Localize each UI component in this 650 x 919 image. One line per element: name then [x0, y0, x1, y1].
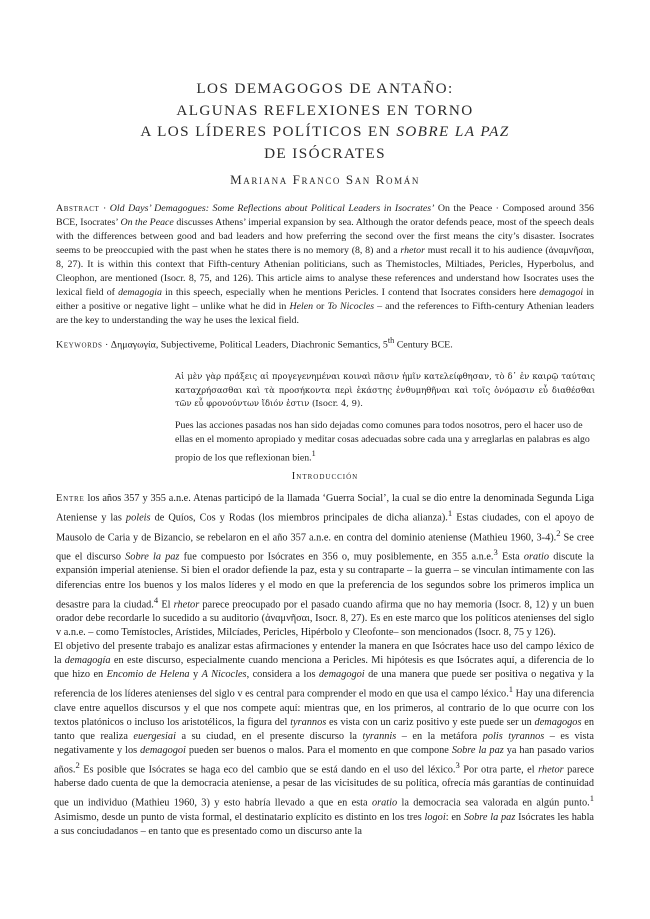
text: la democracia sea valorada en algún punto. [397, 797, 590, 809]
footnote-ref[interactable]: 2 [75, 759, 80, 770]
abstract-italic: Helen [289, 301, 314, 313]
article-title [0, 78, 650, 164]
text: Estas ciudades, con el apoyo de Mausolo de Caria y de Bizancio, se rebelaron en el año 357 a.n.e. en contra del dominio ateniense (Mathieu 1960, 3-4). [56, 512, 594, 543]
footnote-ref[interactable]: 3 [455, 759, 460, 770]
abstract-text: or [313, 301, 328, 313]
footnote-ref[interactable]: 1 [311, 448, 316, 458]
text: : en [445, 811, 464, 823]
text: Esta [497, 551, 524, 563]
italic-term: tyrannis [362, 730, 397, 742]
abstract-text: discusses Athens’ imperial expansion by sea. Although the orator defends peace, most of the speech deals with the differences between good and bad leaders and how preferring the second over the first means the city’s disaster. Isocrates seems to be preoccupied with the past when he states there is no memory (8, 8) and a [56, 217, 594, 257]
keywords-text: Δημαγωγία, Subjectiveme, Political Leaders, Diachronic Semantics, 5 [110, 339, 388, 351]
title-line-3-text: A LOS LÍDERES POLÍTICOS EN [140, 123, 397, 140]
text: El objetivo del presente trabajo es analizar estas afirmaciones y entender la manera en que Isócrates hace uso del campo léxico de la [54, 641, 594, 667]
text: parece preocupado por el pasado cuando afirma que no hay memoria (Isocr. 8, 12) y un buen orador debe recordarle lo sucedido a su auditorio (ἀναμνῆσαι, Isocr. 8, 27). Es en este marco que los políticos atenienses del siglo v a.n.e. – como Temístocles, Arístides, Milcíades, Pericles, Hipérbolo y Cleofonte– son mencionados (Isocr. 8, 75 y 126). [56, 598, 594, 639]
italic-term: poleis [125, 512, 151, 524]
abstract-text: – and the references to Fifth-century Athenian leaders are the key to understanding the way he uses the lexical field. [56, 301, 594, 327]
title-line-2: ALGUNAS REFLEXIONES EN TORNO [176, 101, 474, 119]
epigraph-translation [175, 419, 595, 465]
title-line-4: DE ISÓCRATES [264, 144, 386, 162]
text: Isócrates les habla a sus conciudadanos – en tanto que es presentado como un discurso ante la [54, 811, 595, 837]
epigraph [175, 370, 595, 465]
abstract-text: must recall it to his audience (ἀναμνῆσαι, 8, 27). It is within this context that Fifth-century Athenian politicians, such as Themistocles, Miltiades, Pericles, Hyperbolus, and Cleophon, are mentioned (Isocr. 8, 75, and 126). This article aims to analyse these references and understand how Isocrates uses the lexical field of [56, 245, 594, 299]
text: en este discurso, especialmente cuando menciona a Pericles. Mi hipótesis es que Isócrates aquí, a diferencia de lo que hizo en [54, 655, 594, 681]
text: a su ciudad, en el presente discurso la [175, 730, 363, 742]
abstract-english-title: Old Days’ Demagogues: Some Reflections about Political Leaders in Isocrates’ [109, 203, 435, 214]
text: parece haberse dado cuenta de que la democracia ateniense, a pesar de las vicisitudes de su política, ofrecía más garantías de continuidad que un individuo (Mathieu 1960, 3) y esto habría llevado a que en esta [54, 764, 594, 809]
text: – es vista negativamente y los [54, 730, 594, 756]
author-name: Mariana Franco San Román [230, 172, 420, 187]
italic-term: Sobre la paz [451, 744, 504, 756]
italic-term: demagogoi [140, 744, 186, 756]
footnote-ref[interactable]: 4 [153, 594, 159, 605]
epigraph-greek: Αἱ μὲν γὰρ πράξεις αἱ προγεγενημέναι κοιναὶ πᾶσιν ἡμῖν κατελείφθησαν, τὸ δ᾽ ἐν καιρῷ ταύταις καταχρήσασθαι καὶ τὰ προσήκοντα περὶ ἑκάστης ἐνθυμηθῆναι καὶ τοῖς ὀνόμασιν εὖ διαθέσθαι τῶν εὖ φρονούντων ἴδιόν ἐστιν (Isocr. 4, 9). [175, 371, 595, 409]
italic-term: rhetor [173, 598, 200, 610]
footnote-ref[interactable]: 1 [589, 793, 594, 804]
text: Asimismo, desde un punto de vista formal, el destinatario explícito es distinto en los tres [54, 811, 425, 823]
italic-term: A Nicocles [201, 669, 247, 681]
abstract-sep: · [99, 203, 110, 214]
abstract-text: in this speech, especially when he mentions Pericles. I contend that Isocrates considers here [161, 287, 540, 299]
italic-term: polis tyrannos [482, 730, 545, 742]
text: los años 357 y 355 a.n.e. Atenas participó de la llamada ‘Guerra Social’, la cual se dio entre la denominada Segunda Liga Ateniense y las [56, 493, 594, 524]
text: ya han pasado varios años. [54, 744, 595, 776]
italic-term: Sobre la paz [125, 551, 180, 563]
text: pueden ser buenos o malos. Para el momento en que compone [185, 744, 452, 756]
italic-term: euergesiai [133, 730, 176, 742]
italic-term: Encomio de Helena [106, 669, 190, 681]
section-heading: Introducción [291, 471, 359, 482]
text: es vista con un cariz positivo y este puede ser un [326, 716, 535, 728]
italic-term: logoi [424, 811, 446, 823]
italic-term: demagogoi [318, 669, 365, 681]
abstract-italic: rhetor [400, 245, 425, 257]
italic-term: demagogía [64, 655, 111, 667]
paragraph-first-word: Entre [56, 493, 85, 504]
keywords-text-end: Century BCE. [394, 339, 453, 351]
italic-term: tyrannos [290, 716, 327, 728]
text: de Quíos, Cos y Rodas (los miembros principales de dicha alianza). [150, 512, 448, 524]
abstract-text: · Composed around 356 BCE, Isocrates’ [56, 203, 594, 229]
epigraph-translation-text: Pues las acciones pasadas nos han sido dejadas como comunes para todos nosotros, pero el hacer uso de ellas en el momento apropiado y meditar cosas adecuadas sobre cada una y arreglarlas en palabras es algo propio de los que reflexionan bien. [175, 419, 590, 463]
text: – en la metáfora [396, 730, 483, 742]
abstract-italic: demagogia [118, 287, 162, 299]
text: Por otra parte, el [459, 764, 539, 776]
keywords-superscript: th [387, 336, 395, 345]
text: , considera a los [246, 669, 319, 681]
paragraph [56, 492, 594, 640]
abstract [56, 202, 594, 328]
italic-term: rhetor [538, 764, 564, 776]
italic-term: Sobre la paz [463, 811, 516, 823]
italic-term: oratio [523, 551, 550, 563]
italic-term: demagogos [534, 716, 582, 728]
text: discute la expansión imperial ateniense. Si bien el orador defiende la paz, esta y su contraparte – la guerra – se vinculan íntimamente con las diferencias entre los buenos y los malos líderes y el modo en que la preferencia de los segundos sobre los primeros implica un desastre para la ciudad. [56, 551, 594, 610]
keywords [56, 334, 594, 352]
abstract-text: in either a positive or negative light – unlike what he did in [56, 287, 594, 313]
paragraph [54, 640, 594, 839]
text: Hay una diferencia clave entre aquellos discursos y el que nos compete aquí: mientras que, en los primeros, al contrario de lo que ocurre con los textos platónicos o incluso los aristotélicos, la figura del [54, 688, 595, 728]
abstract-italic: On the Peace [120, 217, 174, 229]
title-line-1: LOS DEMAGOGOS DE ANTAÑO: [196, 80, 454, 97]
body-text [56, 492, 594, 839]
text: Es posible que Isócrates se haga eco del cambio que se está dando en el uso del léxico. [79, 764, 456, 776]
italic-term: oratio [371, 797, 398, 809]
footnote-ref[interactable]: 2 [556, 527, 561, 538]
footnote-ref[interactable]: 1 [447, 508, 453, 519]
keywords-label: Keywords [56, 339, 103, 351]
footnote-ref[interactable]: 1 [508, 684, 514, 695]
text: Se cree que el discurso [56, 531, 594, 563]
abstract-italic: To Nicocles [327, 301, 375, 313]
abstract-work: On the Peace [434, 203, 493, 214]
abstract-label: Abstract [56, 203, 100, 214]
text: en tanto que realiza [54, 716, 594, 742]
title-line-3 [0, 121, 650, 143]
text: fue compuesto por Isócrates en 356 o, muy posiblemente, en 355 a.n.e. [179, 551, 494, 563]
text: y [189, 669, 202, 681]
text: de una manera que puede ser positiva o negativa y la referencia de los líderes atenienses del siglo v es central para comprender el modo en que usa el campo léxico. [54, 669, 594, 700]
abstract-italic: demagogoi [539, 287, 584, 299]
footnote-ref[interactable]: 3 [493, 546, 498, 557]
keywords-sep: · [102, 339, 111, 351]
text: El [158, 598, 174, 610]
title-work-name: SOBRE LA PAZ [396, 123, 510, 140]
